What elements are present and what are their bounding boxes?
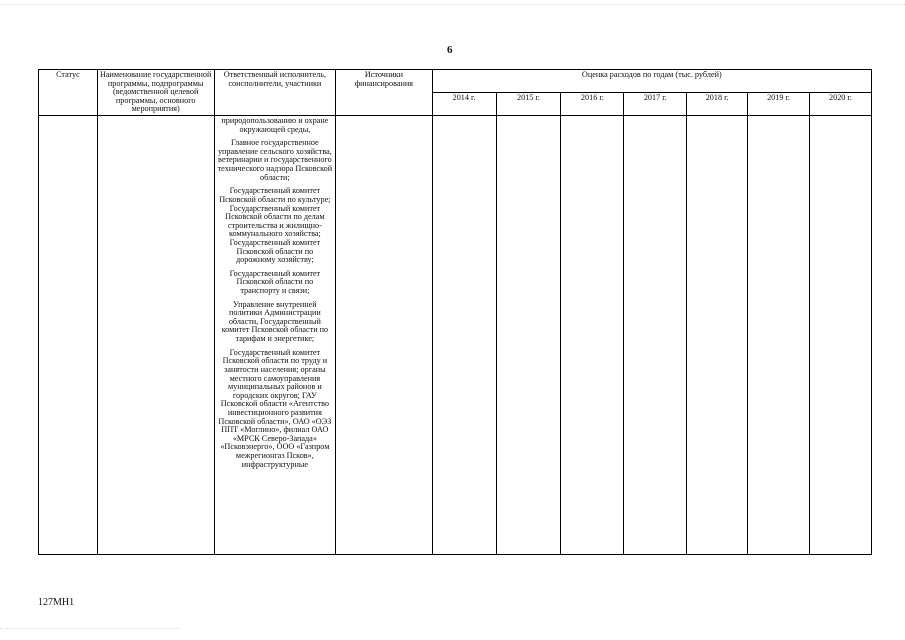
status-cell: [39, 116, 98, 555]
header-row-top: [39, 70, 872, 93]
header-expenses-title: Оценка расходов по годам (тыс. рублей): [432, 70, 871, 93]
year-value-cell: [687, 116, 748, 555]
executor-entry: Главное государственное управление сельского хозяйства, ветеринарии и государственного технического надзора Псковской области;: [217, 138, 333, 182]
header-year: 2014 г.: [432, 93, 496, 116]
executor-entry: Государственный комитет Псковской области по культуре; Государственный комитет Псковской области по делам строительства и жилищно-коммунального хозяйства; Государственный комитет Псковской области по дорожному хозяйству;: [219, 186, 331, 265]
scan-artifact-top: [0, 4, 905, 11]
executor-entry: Государственный комитет Псковской области по труду и занятости населения; органы местного самоуправления муниципальных районов и городских округов; ГАУ Псковской области «Агентство инвестиционного развития Псковской области», ОАО «ОЭЗ ППТ «Моглино», филиал ОАО «МРСК Северо-Запада» «Псковэнерго», ООО «Газпром межрегионгаз Псков», инфраструктурные: [218, 347, 332, 469]
table-row: [39, 116, 872, 555]
header-program-name: Наименование государственной программы, подпрограммы (ведомственной целевой программы, основного мероприятия): [97, 70, 214, 116]
executor-cell: [214, 116, 336, 555]
document-code: 127МН1: [38, 597, 75, 608]
year-value-cell: [496, 116, 561, 555]
expenses-table: [38, 69, 872, 555]
executor-entry: Управление внутренней политики Администрации области, Государственный комитет Псковской области по тарифам и энергетике;: [221, 299, 329, 344]
header-year: 2019 г.: [748, 93, 810, 116]
page-number: 6: [447, 44, 453, 56]
header-executor: Ответственный исполнитель, соисполнители, участники: [214, 70, 336, 116]
header-year: 2020 г.: [809, 93, 871, 116]
year-value-cell: [561, 116, 624, 555]
program-name-cell: [97, 116, 214, 555]
year-value-cell: [809, 116, 871, 555]
scan-artifact-bottom: [0, 628, 180, 633]
executor-entry: природопользованию и охране окружающей среды,: [221, 116, 329, 134]
year-value-cell: [748, 116, 810, 555]
header-year: 2017 г.: [624, 93, 687, 116]
header-funding-sources: Источники финансирования: [336, 70, 432, 116]
header-status: Статус: [39, 70, 98, 116]
funding-cell: [336, 116, 432, 555]
year-value-cell: [624, 116, 687, 555]
header-year: 2016 г.: [561, 93, 624, 116]
executor-entry: Государственный комитет Псковской области по транспорту и связи;: [229, 268, 321, 296]
header-year: 2018 г.: [687, 93, 748, 116]
header-year: 2015 г.: [496, 93, 561, 116]
year-value-cell: [432, 116, 496, 555]
